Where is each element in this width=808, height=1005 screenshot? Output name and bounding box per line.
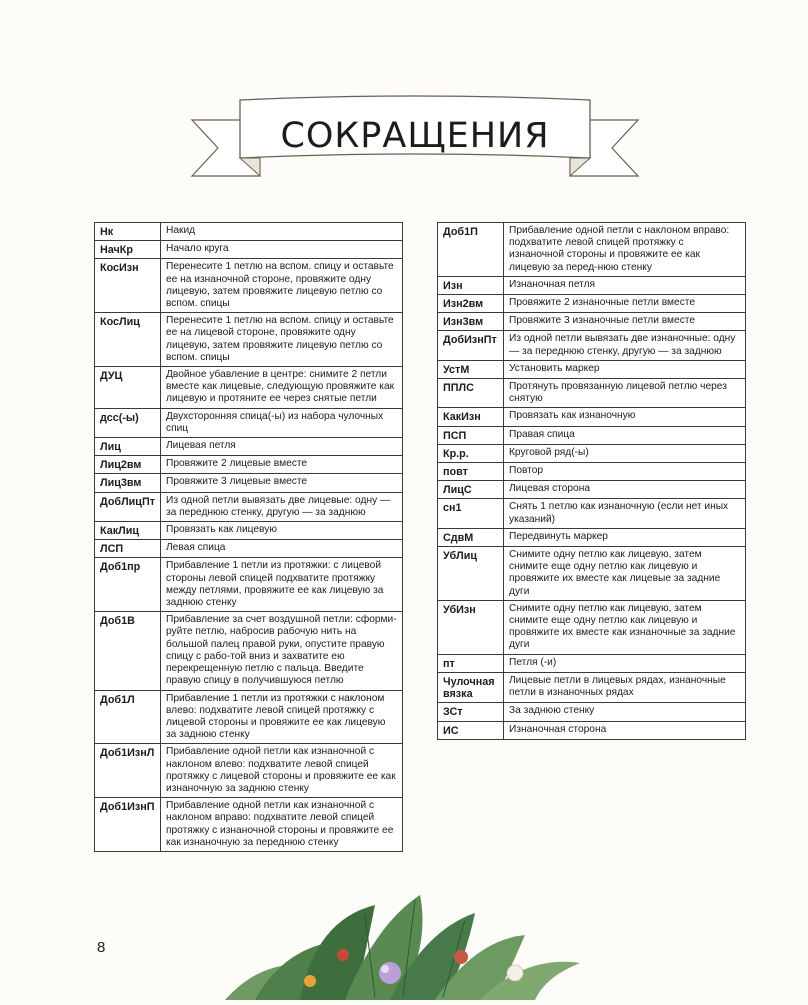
abbreviation-definition: Петля (-и) [504, 654, 746, 672]
page-number: 8 [97, 939, 106, 956]
table-row [438, 600, 746, 654]
abbreviation-definition: Круговой ряд(-ы) [504, 444, 746, 462]
table-row [95, 259, 403, 313]
abbreviations-table-left [94, 222, 403, 852]
title-banner [190, 92, 640, 184]
abbreviation-term: Доб1П [438, 223, 504, 277]
table-row [438, 313, 746, 331]
abbreviation-definition: Прибавление одной петли с наклоном вправо: подхватите левой спицей протяжку с изнаночной стороны и провяжите ее как лицевую за перед-нюю стенку [504, 223, 746, 277]
abbreviation-term: Изн [438, 276, 504, 294]
table-row [438, 223, 746, 277]
abbreviation-definition: Перенесите 1 петлю на вспом. спицу и оставьте ее на изнаночной стороне, провяжите одну лицевую, затем провяжите лицевую петлю со вспом. спицы [161, 259, 403, 313]
table-row [95, 612, 403, 690]
abbreviation-definition: Двухсторонняя спица(-ы) из набора чулочных спиц [161, 408, 403, 437]
abbreviation-definition: Лицевая петля [161, 438, 403, 456]
table-row [438, 499, 746, 528]
table-row [95, 492, 403, 521]
abbreviation-term: ЗСт [438, 703, 504, 721]
table-row [95, 690, 403, 744]
abbreviation-term: Доб1ИзнЛ [95, 744, 161, 798]
abbreviation-term: Доб1В [95, 612, 161, 690]
abbreviation-term: КакИзн [438, 408, 504, 426]
abbreviation-term: НачКр [95, 241, 161, 259]
abbreviation-definition: Левая спица [161, 540, 403, 558]
abbreviation-term: ПСП [438, 426, 504, 444]
abbreviation-term: УбИзн [438, 600, 504, 654]
abbreviation-definition: Снять 1 петлю как изнаночную (если нет иных указаний) [504, 499, 746, 528]
table-row [95, 744, 403, 798]
table-row [95, 540, 403, 558]
table-row [95, 223, 403, 241]
abbreviation-definition: Прибавление 1 петли из протяжки: с лицевой стороны левой спицей подхватите протяжку между петлями, провяжите ее как лицевую за заднюю стенку [161, 558, 403, 612]
table-row [438, 463, 746, 481]
abbreviation-definition: Провязать как лицевую [161, 522, 403, 540]
abbreviation-term: КосИзн [95, 259, 161, 313]
tropical-foliage-illustration [225, 885, 585, 1005]
abbreviation-term: КосЛиц [95, 313, 161, 367]
table-row [438, 360, 746, 378]
table-row [95, 474, 403, 492]
abbreviation-term: Доб1пр [95, 558, 161, 612]
abbreviation-definition: Накид [161, 223, 403, 241]
page-title: СОКРАЩЕНИЯ [280, 116, 550, 156]
abbreviation-definition: Провязать как изнаночную [504, 408, 746, 426]
abbreviation-definition: Прибавление 1 петли из протяжки с наклоном влево: подхватите левой спицей протяжку с лицевой стороны и провяжите ее как лицевую за заднюю стенку [161, 690, 403, 744]
abbreviation-term: ИС [438, 721, 504, 739]
abbreviation-term: ППЛС [438, 379, 504, 408]
abbreviation-term: УстМ [438, 360, 504, 378]
table-row [438, 721, 746, 739]
abbreviation-term: Лиц [95, 438, 161, 456]
table-row [95, 241, 403, 259]
abbreviation-definition: Прибавление за счет воздушной петли: сформи-руйте петлю, набросив рабочую нить на большой палец правой руки, опустите правую спицу с рабо-той вниз и захватите ею перекрещенную петлю с пальца. Введите правую спицу в получившуюся петлю [161, 612, 403, 690]
table-row [438, 672, 746, 702]
abbreviation-term: КакЛиц [95, 522, 161, 540]
abbreviation-definition: Правая спица [504, 426, 746, 444]
abbreviation-definition: Снимите одну петлю как лицевую, затем снимите еще одну петлю как лицевую и провяжите их вместе как лицевые за задние дуги [504, 547, 746, 601]
table-row [95, 313, 403, 367]
abbreviation-definition: Повтор [504, 463, 746, 481]
table-row [438, 547, 746, 601]
abbreviation-definition: Установить маркер [504, 360, 746, 378]
abbreviation-term: ДУЦ [95, 367, 161, 409]
abbreviations-table-left-body [95, 223, 403, 852]
abbreviations-table-right-body [438, 223, 746, 740]
abbreviation-definition: Из одной петли вывязать две изнаночные: одну — за переднюю стенку, другую — за заднюю [504, 331, 746, 360]
abbreviation-term: пт [438, 654, 504, 672]
abbreviation-term: Изн2вм [438, 295, 504, 313]
abbreviation-term: Доб1Л [95, 690, 161, 744]
abbreviation-term: Изн3вм [438, 313, 504, 331]
table-row [95, 456, 403, 474]
abbreviation-definition: Снимите одну петлю как лицевую, затем снимите еще одну петлю как лицевую и провяжите их вместе как изнаночные за задние дуги [504, 600, 746, 654]
abbreviation-definition: Начало круга [161, 241, 403, 259]
table-row [438, 654, 746, 672]
abbreviation-definition: Прибавление одной петли как изнаночной с наклоном влево: подхватите левой спицей протяжку с лицевой стороны и провяжите ее как изнаночную за заднюю стенку [161, 744, 403, 798]
table-row [438, 331, 746, 360]
abbreviation-definition: Прибавление одной петли как изнаночной с наклоном вправо: подхватите левой спицей протяжку с изнаночной стороны и провяжите ее как изнаночную за переднюю стенку [161, 798, 403, 852]
abbreviation-definition: За заднюю стенку [504, 703, 746, 721]
table-row [95, 367, 403, 409]
abbreviation-definition: Двойное убавление в центре: снимите 2 петли вместе как лицевые, следующую провяжите как лицевую и протяните ее через снятые петли [161, 367, 403, 409]
abbreviation-term: Лиц2вм [95, 456, 161, 474]
abbreviations-table-right [437, 222, 746, 740]
abbreviation-term: Нк [95, 223, 161, 241]
table-row [95, 798, 403, 852]
table-row [438, 426, 746, 444]
abbreviation-definition: Провяжите 2 лицевые вместе [161, 456, 403, 474]
abbreviation-term: Чулочная вязка [438, 672, 504, 702]
abbreviation-term: ДобИзнПт [438, 331, 504, 360]
table-row [438, 295, 746, 313]
abbreviation-definition: Провяжите 2 изнаночные петли вместе [504, 295, 746, 313]
table-row [438, 703, 746, 721]
abbreviation-term: Доб1ИзнП [95, 798, 161, 852]
table-row [438, 379, 746, 408]
table-row [438, 276, 746, 294]
table-row [95, 558, 403, 612]
table-row [438, 408, 746, 426]
table-row [95, 522, 403, 540]
abbreviation-definition: Из одной петли вывязать две лицевые: одну — за переднюю стенку, другую — за заднюю [161, 492, 403, 521]
abbreviation-definition: Лицевые петли в лицевых рядах, изнаночные петли в изнаночных рядах [504, 672, 746, 702]
abbreviation-term: УбЛиц [438, 547, 504, 601]
abbreviation-term: ЛицС [438, 481, 504, 499]
abbreviation-term: ЛСП [95, 540, 161, 558]
abbreviation-term: ДобЛицПт [95, 492, 161, 521]
table-row [95, 408, 403, 437]
abbreviation-term: Кр.р. [438, 444, 504, 462]
abbreviation-term: сн1 [438, 499, 504, 528]
abbreviation-definition: Изнаночная сторона [504, 721, 746, 739]
abbreviation-term: СдвМ [438, 528, 504, 546]
leaves-icon [225, 885, 585, 1000]
abbreviation-term: повт [438, 463, 504, 481]
abbreviation-term: Лиц3вм [95, 474, 161, 492]
abbreviation-definition: Лицевая сторона [504, 481, 746, 499]
abbreviation-definition: Провяжите 3 лицевые вместе [161, 474, 403, 492]
abbreviation-definition: Перенесите 1 петлю на вспом. спицу и оставьте ее на лицевой стороне, провяжите одну лицевую, затем провяжите лицевую петлю со вспом. спицы [161, 313, 403, 367]
abbreviation-definition: Провяжите 3 изнаночные петли вместе [504, 313, 746, 331]
abbreviation-definition: Протянуть провязанную лицевой петлю через снятую [504, 379, 746, 408]
abbreviation-term: дсс(-ы) [95, 408, 161, 437]
table-row [95, 438, 403, 456]
table-row [438, 481, 746, 499]
abbreviation-definition: Изнаночная петля [504, 276, 746, 294]
table-row [438, 444, 746, 462]
table-row [438, 528, 746, 546]
abbreviation-definition: Передвинуть маркер [504, 528, 746, 546]
